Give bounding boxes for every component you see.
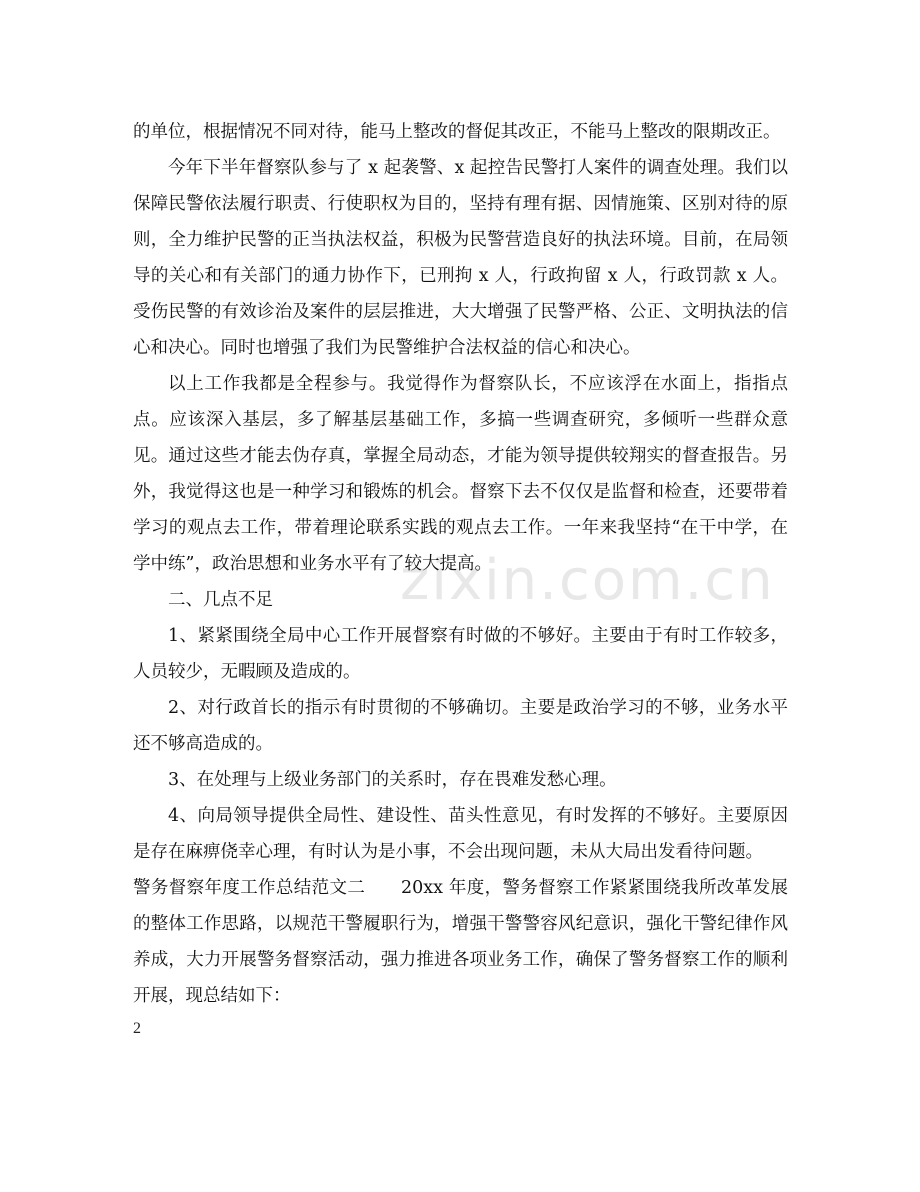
paragraph-sample-two: 警务督察年度工作总结范文二 20xx 年度，警务督察工作紧紧围绕我所改革发展的整体工作思路，以规范干警履职行为，增强干警警容风纪意识，强化干警纪律作风养成，大力开展警务督察活动，强力推进各项业务工作，确保了警务督察工作的顺利开展，现总结如下：: [133, 878, 788, 1006]
shortcoming-item-3: 3、在处理与上级业务部门的关系时，存在畏难发愁心理。: [168, 770, 617, 790]
paragraph-investigation: 今年下半年督察队参与了 x 起袭警、x 起控告民警打人案件的调查处理。我们以保障民警依法履行职责、行使职权为目的，坚持有理有据、因情施策、区别对待的原则，全力维护民警的正当执法权益，积极为民警营造良好的执法环境。目前，在局领导的关心和有关部门的通力协作下，已刑拘 x 人，行政拘留 x 人，行政罚款 x 人。受伤民警的有效诊治及案件的层层推进，大大增强了民警严格、公正、文明执法的信心和决心。同时也增强了我们为民警维护合法权益的信心和决心。: [133, 158, 788, 358]
watermark: zixin.com.cn: [400, 548, 775, 613]
page-number: 2: [133, 1020, 141, 1037]
section-heading-shortcomings: 二、几点不足: [168, 590, 273, 610]
paragraph-continuation: 的单位，根据情况不同对待，能马上整改的督促其改正，不能马上整改的限期改正。: [133, 122, 781, 142]
document-body: [133, 114, 788, 1014]
shortcoming-item-4: 4、向局领导提供全局性、建设性、苗头性意见，有时发挥的不够好。主要原因是存在麻痹侥幸心理，有时认为是小事，不会出现问题，未从大局出发看待问题。: [133, 806, 788, 862]
shortcoming-item-1: 1、紧紧围绕全局中心工作开展督察有时做的不够好。主要由于有时工作较多，人员较少，无暇顾及造成的。: [133, 626, 788, 682]
paragraph-participation: 以上工作我都是全程参与。我觉得作为督察队长，不应该浮在水面上，指指点点。应该深入基层，多了解基层基础工作，多搞一些调查研究，多倾听一些群众意见。通过这些才能去伪存真，掌握全局动态，才能为领导提供较翔实的督查报告。另外，我觉得这也是一种学习和锻炼的机会。督察下去不仅仅是监督和检查，还要带着学习的观点去工作，带着理论联系实践的观点去工作。一年来我坚持“在干中学，在学中练”，政治思想和业务水平有了较大提高。: [133, 374, 788, 574]
shortcoming-item-2: 2、对行政首长的指示有时贯彻的不够确切。主要是政治学习的不够，业务水平还不够高造成的。: [133, 698, 788, 754]
